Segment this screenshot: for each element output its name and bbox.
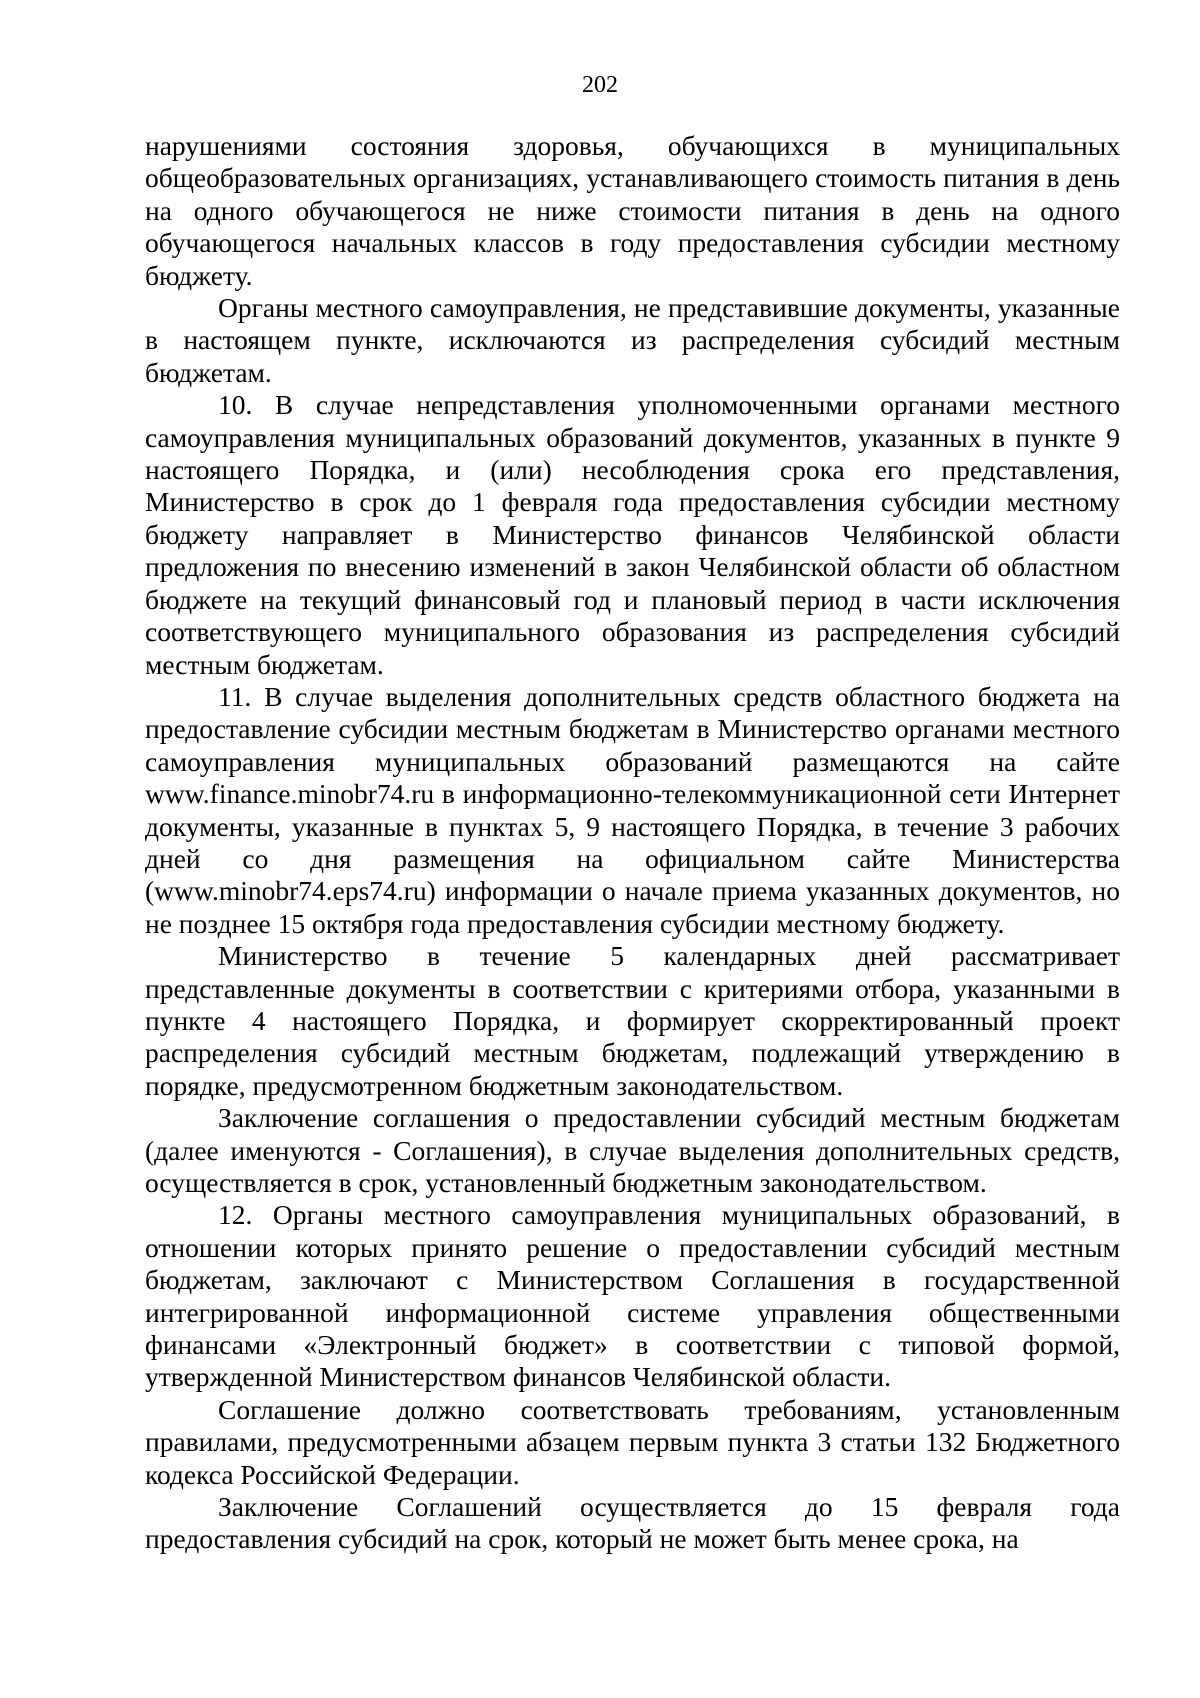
paragraph-excluded-bodies: Органы местного самоуправления, не представившие документы, указанные в настоящем пункте, исключаются из распределения субсидий местным бюджетам. bbox=[145, 292, 1120, 388]
paragraph-item-11: 11. В случае выделения дополнительных средств областного бюджета на предоставление субсидии местным бюджетам в Министерство органами местного самоуправления муниципальных образований размещаются на сайте www.finance.minobr74.ru в информационно-телекоммуникационной сети Интернет документы, указанные в пунктах 5, 9 настоящего Порядка, в течение 3 рабочих дней со дня размещения на официальном сайте Министерства (www.minobr74.eps74.ru) информации о начале приема указанных документов, но не позднее 15 октября года предоставления субсидии местному бюджету. bbox=[145, 680, 1120, 939]
paragraph-item-10: 10. В случае непредставления уполномоченными органами местного самоуправления муниципальных образований документов, указанных в пункте 9 настоящего Порядка, и (или) несоблюдения срока его представления, Министерство в срок до 1 февраля года предоставления субсидии местному бюджету направляет в Министерство финансов Челябинской области предложения по внесению изменений в закон Челябинской области об областном бюджете на текущий финансовый год и плановый период в части исключения соответствующего муниципального образования из распределения субсидий местным бюджетам. bbox=[145, 389, 1120, 680]
paragraph-agreement-requirements: Соглашение должно соответствовать требованиям, установленным правилами, предусмотренными абзацем первым пункта 3 статьи 132 Бюджетного кодекса Российской Федерации. bbox=[145, 1393, 1120, 1490]
paragraph-ministry-review: Министерство в течение 5 календарных дней рассматривает представленные документы в соответствии с критериями отбора, указанными в пункте 4 настоящего Порядка, и формирует скорректированный проект распределения субсидий местным бюджетам, подлежащий утверждению в порядке, предусмотренном бюджетным законодательством. bbox=[145, 940, 1120, 1101]
paragraph-agreement-deadline: Заключение Соглашений осуществляется до 15 февраля года предоставления субсидий на срок, который не может быть менее срока, на bbox=[145, 1491, 1120, 1555]
document-body bbox=[145, 130, 1120, 1556]
paragraph-continuation: нарушениями состояния здоровья, обучающихся в муниципальных общеобразовательных организациях, устанавливающего стоимость питания в день на одного обучающегося не ниже стоимости питания в день на одного обучающегося начальных классов в году предоставления субсидии местному бюджету. bbox=[145, 130, 1120, 291]
paragraph-item-12: 12. Органы местного самоуправления муниципальных образований, в отношении которых принято решение о предоставлении субсидий местным бюджетам, заключают с Министерством Соглашения в государственной интегрированной информационной системе управления общественными финансами «Электронный бюджет» в соответствии с типовой формой, утвержденной Министерством финансов Челябинской области. bbox=[145, 1199, 1120, 1393]
page-number: 202 bbox=[582, 72, 618, 98]
paragraph-agreement-conclusion: Заключение соглашения о предоставлении субсидий местным бюджетам (далее именуются - Соглашения), в случае выделения дополнительных средств, осуществляется в срок, установленный бюджетным законодательством. bbox=[145, 1102, 1120, 1198]
